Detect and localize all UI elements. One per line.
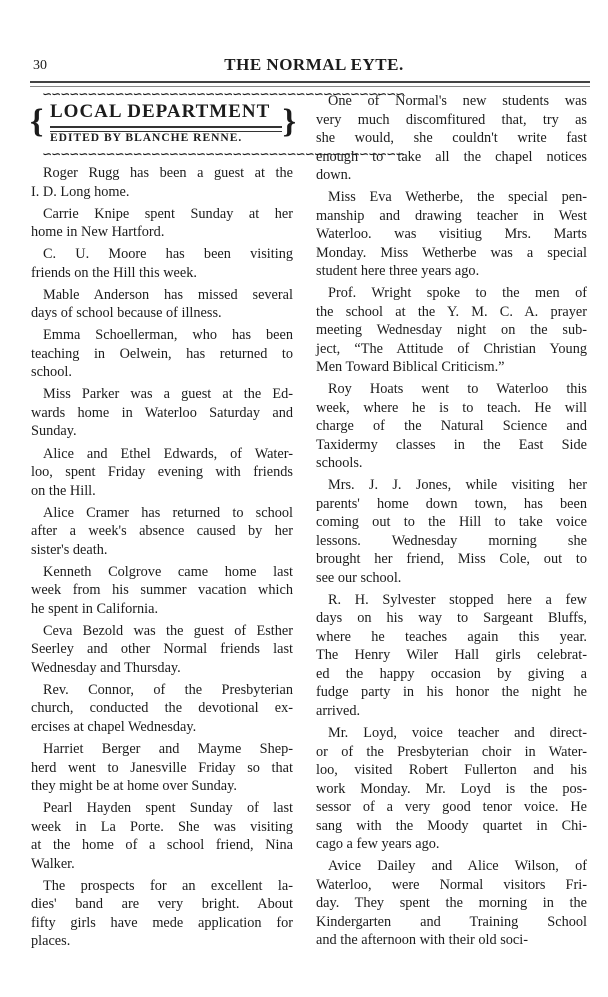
- text-line: Ceva Bezold was the guest of Esther: [43, 622, 293, 639]
- text-line: wards home in Waterloo Saturday and: [31, 404, 293, 421]
- text-line: herd went to Janesville Friday so that: [31, 759, 293, 776]
- news-item: [31, 205, 293, 242]
- news-item: [31, 622, 293, 678]
- text-line: manship and drawing teacher in West: [316, 207, 587, 224]
- text-line: One of Normal's new students was: [328, 93, 587, 109]
- text-line: Roger Rugg has been a guest at the: [43, 165, 293, 181]
- text-line: ercises at chapel Wednesday.: [31, 718, 197, 735]
- department-editor: EDITED BY BLANCHE RENNE.: [50, 132, 243, 144]
- text-line: on the Hill.: [31, 482, 96, 499]
- text-line: C. U. Moore has been visiting: [43, 246, 293, 263]
- news-item: [316, 476, 587, 587]
- text-line: at the home of a school friend, Nina: [31, 837, 293, 854]
- text-line: sang with the Moody quartet in Chi-: [316, 817, 587, 834]
- text-line: school.: [31, 364, 72, 381]
- text-line: Wednesday and Thursday.: [31, 659, 181, 676]
- text-line: Seerley and other Normal friends last: [31, 641, 293, 658]
- text-line: The Henry Wiler Hall girls celebrat-: [316, 647, 587, 664]
- text-line: enough to take all the chapel notices: [316, 148, 587, 165]
- text-line: Monday. Miss Wetherbe was a special: [316, 244, 587, 261]
- text-line: Mr. Loyd, voice teacher and direct-: [328, 725, 587, 742]
- news-item: [31, 245, 293, 282]
- text-line: loo, spent Friday evening with friends: [31, 464, 293, 481]
- news-item: [316, 591, 587, 721]
- news-item: [316, 857, 587, 950]
- ornamental-brace-right: }: [282, 103, 296, 140]
- news-item: [316, 724, 587, 854]
- text-line: down.: [316, 167, 352, 183]
- text-line: fudge party in his honor the night he: [316, 684, 587, 701]
- news-item: [31, 877, 293, 951]
- text-line: Rev. Connor, of the Presbyterian: [43, 681, 293, 698]
- news-item: [31, 326, 293, 382]
- text-line: charge of the Natural Science and: [316, 418, 587, 435]
- news-item: [31, 563, 293, 619]
- text-line: lessons. Wednesday morning she: [316, 532, 587, 549]
- text-line: Kindergarten and Training School: [316, 913, 587, 930]
- text-line: Carrie Knipe spent Sunday at her: [43, 205, 293, 222]
- text-line: Avice Dailey and Alice Wilson, of: [328, 858, 587, 875]
- text-line: Harriet Berger and Mayme Shep-: [43, 741, 293, 758]
- news-item: [31, 799, 293, 873]
- text-line: cago a few years ago.: [316, 836, 440, 853]
- text-line: ject, “The Attitude of Christian Young: [316, 340, 587, 357]
- text-line: week, where he is to teach. He will: [316, 399, 587, 416]
- department-title: LOCAL DEPARTMENT: [50, 101, 271, 122]
- news-item: [31, 164, 293, 201]
- text-line: Taxidermy classes in the East Side: [316, 436, 587, 453]
- text-line: after a week's absence caused by her: [31, 523, 293, 540]
- text-line: Alice Cramer has returned to school: [43, 504, 293, 521]
- text-line: friends on the Hill this week.: [31, 264, 197, 281]
- text-line: Mrs. J. J. Jones, while visiting her: [328, 477, 587, 494]
- text-line: Pearl Hayden spent Sunday of last: [43, 800, 293, 817]
- text-line: coming out to the Hill to take voice: [316, 514, 587, 531]
- text-line: or of the Presbyterian choir in Water-: [316, 743, 587, 760]
- text-line: very much discomfitured that, try as: [316, 111, 587, 128]
- text-line: teaching in Oelwein, has returned to: [31, 345, 293, 362]
- text-line: The prospects for an excellent la-: [43, 877, 293, 894]
- news-item: [316, 188, 587, 281]
- ornamental-scroll-top: ∽∽∽∽∽∽∽∽∽∽∽∽∽∽∽∽∽∽∽∽∽∽∽∽∽∽∽∽∽∽∽∽∽∽∽∽∽∽∽∽: [42, 87, 405, 101]
- text-line: days on his way to Sargeant Bluffs,: [316, 610, 587, 627]
- text-line: she would, she couldn't write fast: [316, 130, 587, 146]
- department-heading-box: [28, 87, 405, 161]
- text-line: arrived.: [316, 702, 361, 719]
- text-line: ed the happy occasion by giving a: [316, 665, 587, 682]
- news-item: [316, 380, 587, 473]
- news-item: [31, 504, 293, 560]
- text-line: Miss Eva Wetherbe, the special pen-: [328, 189, 587, 206]
- text-line: Waterloo, were Normal visitors Fri-: [316, 876, 587, 893]
- text-line: brought her friend, Miss Cole, out to: [316, 551, 587, 568]
- text-line: Prof. Wright spoke to the men of: [328, 285, 587, 302]
- news-item: [31, 385, 293, 441]
- text-line: day. They spent the morning in the: [316, 895, 587, 912]
- left-column: [31, 164, 293, 954]
- text-line: Mable Anderson has missed several: [43, 286, 293, 303]
- text-line: church, conducted the devotional ex-: [31, 700, 293, 717]
- news-item: [316, 284, 587, 377]
- text-line: I. D. Long home.: [31, 183, 130, 200]
- page-number: 30: [33, 58, 47, 73]
- text-line: places.: [31, 933, 71, 950]
- text-line: Roy Hoats went to Waterloo this: [328, 381, 587, 398]
- text-line: week in La Porte. She was visiting: [31, 818, 293, 835]
- ornamental-brace-left: {: [30, 103, 44, 140]
- text-line: schools.: [316, 455, 363, 472]
- text-line: student here three years ago.: [316, 263, 480, 280]
- text-line: sister's death.: [31, 541, 108, 558]
- right-column: [316, 92, 587, 953]
- text-line: he spent in California.: [31, 600, 159, 617]
- text-line: the school at the Y. M. C. A. prayer: [316, 303, 587, 320]
- text-line: parents' home down town, has been: [316, 495, 587, 512]
- text-line: Emma Schoellerman, who has been: [43, 327, 293, 344]
- text-line: where he teaches again this year.: [316, 628, 587, 645]
- text-line: sessor of a very good tenor voice. He: [316, 799, 587, 816]
- text-line: Men Toward Biblical Criticism.”: [316, 359, 505, 376]
- text-line: Miss Parker was a guest at the Ed-: [43, 386, 293, 403]
- text-line: Walker.: [31, 855, 75, 872]
- text-line: work Monday. Mr. Loyd is the pos-: [316, 780, 587, 797]
- text-line: dies' band are very bright. About: [31, 896, 293, 913]
- text-line: Kenneth Colgrove came home last: [43, 563, 293, 580]
- text-line: Alice and Ethel Edwards, of Water-: [43, 445, 293, 462]
- news-item: [31, 740, 293, 796]
- page-title: THE NORMAL EYTE.: [224, 55, 404, 74]
- text-line: week from his summer vacation which: [31, 582, 293, 599]
- news-item: [31, 286, 293, 323]
- ornamental-scroll-bottom: ∽∽∽∽∽∽∽∽∽∽∽∽∽∽∽∽∽∽∽∽∽∽∽∽∽∽∽∽∽∽∽∽∽∽∽∽∽∽∽∽: [42, 147, 405, 161]
- text-line: see our school.: [316, 569, 402, 586]
- text-line: R. H. Sylvester stopped here a few: [328, 591, 587, 608]
- text-line: loo, visited Robert Fullerton and his: [316, 762, 587, 779]
- text-line: home in New Hartford.: [31, 224, 165, 241]
- text-line: Waterloo. was visitiug Mrs. Marts: [316, 226, 587, 243]
- news-item: [31, 445, 293, 501]
- text-line: Sunday.: [31, 423, 77, 440]
- text-line: fifty girls have mede application for: [31, 914, 293, 931]
- text-line: days of school because of illness.: [31, 305, 222, 322]
- news-item: [316, 92, 587, 185]
- text-line: and the afternoon with their old soci-: [316, 932, 529, 949]
- text-line: meeting Wednesday night on the sub-: [316, 322, 587, 339]
- text-line: they might be at home over Sunday.: [31, 778, 237, 795]
- news-item: [31, 681, 293, 737]
